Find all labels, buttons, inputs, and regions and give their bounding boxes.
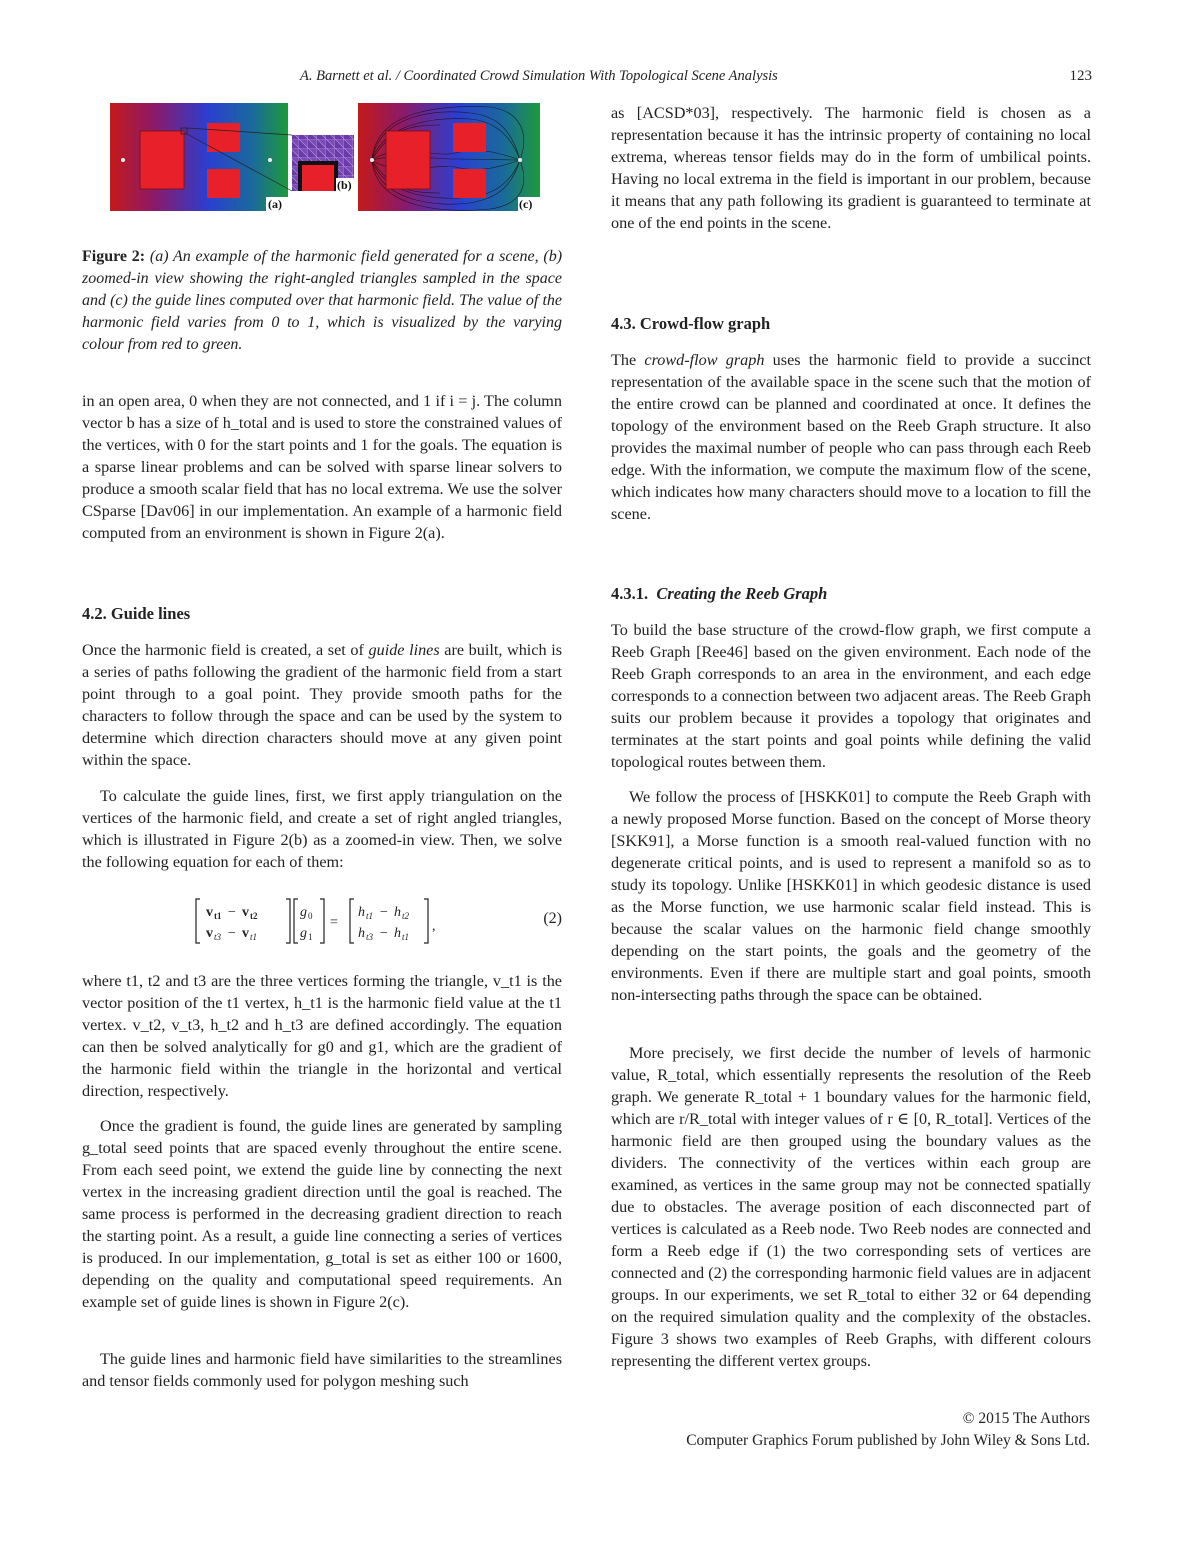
paragraph: The guide lines and harmonic field have similarities to the streamlines and tensor fields commonly used for polygon meshing such [82, 1350, 562, 1390]
svg-text:t1: t1 [250, 932, 258, 942]
paragraph: in an open area, 0 when they are not connected, and 1 if i = j. The column vector b has a size of h_total and is used to store the constrained values of the vertices, with 0 for the start points and 1 for the goals. The equation is a sparse linear problems and can be solved with sparse linear solvers to produce a smooth scalar field that has no local extrema. We use the solver CSparse [Dav06] in our implementation. An example of a harmonic field computed from an environment is shown in Figure 2(a). [82, 392, 562, 542]
right-block-4 [611, 786, 1091, 1006]
label-c: (c) [519, 197, 533, 211]
text-run: uses the harmonic field to provide a succinct representation of the available space in the scene such that the motion of the entire crowd can be planned and coordinated at once. It defines the topology of the environment based on the Reeb Graph structure. It also provides the maximal number of people who can pass through each Reeb edge. With the information, we compute the maximum flow of the scene, which indicates how many characters should move to a location to fill the scene. [611, 351, 1091, 523]
svg-text:v: v [206, 905, 213, 920]
svg-text:v: v [242, 926, 249, 941]
svg-text:t1: t1 [214, 911, 222, 921]
caption-label: Figure 2: [82, 248, 146, 265]
subsection-number: 4.3.1. [611, 584, 649, 603]
svg-text:−: − [380, 905, 388, 920]
paragraph [82, 639, 562, 771]
footer-copyright: © 2015 The Authors [962, 1410, 1090, 1427]
paragraph: where t1, t2 and t3 are the three vertices forming the triangle, v_t1 is the vector position of the t1 vertex, h_t1 is the harmonic field value at the t1 vertex. v_t2, v_t3, h_t2 and h_t3 are defined accordingly. The equation can then be solved analytically for g0 and g1, which are the gradient of the harmonic field within the triangle in the horizontal and vertical direction, respectively. [82, 972, 562, 1100]
label-b: (b) [337, 178, 352, 192]
running-title: A. Barnett et al. / Coordinated Crowd Simulation With Topological Scene Analysis [300, 68, 778, 84]
goal-point [268, 158, 272, 162]
section-heading: 4.3. Crowd-flow graph [611, 314, 771, 333]
svg-text:t3: t3 [366, 932, 374, 942]
svg-text:h: h [394, 905, 401, 920]
left-block-6 [82, 1348, 562, 1392]
right-section-crowd [611, 313, 1091, 335]
svg-text:t2: t2 [402, 911, 410, 921]
svg-text:v: v [242, 905, 249, 920]
figure-2-graphic [110, 103, 540, 215]
paragraph [611, 349, 1091, 525]
start-point [121, 158, 125, 162]
panel-a [110, 103, 288, 211]
paragraph: as [ACSD*03], respectively. The harmonic field is chosen as a representation because it has the intrinsic property of containing no local extrema, whereas tensor fields may do in the form of umbilical points. Having no local extrema in the field is important in our problem, because it means that any path following its gradient is guaranteed to terminate at one of the end points in the scene. [611, 104, 1091, 232]
right-subsection-reeb [611, 583, 1091, 605]
svg-text:1: 1 [308, 932, 313, 942]
figure-caption [82, 246, 562, 356]
subsection-title: Creating the Reeb Graph [656, 584, 828, 603]
label-a: (a) [268, 197, 282, 211]
panel-c [358, 103, 540, 211]
footer-publisher: Computer Graphics Forum published by John Wiley & Sons Ltd. [686, 1432, 1090, 1449]
text-run: are built, which is a series of paths following the gradient of the harmonic field from a start point through to a goal point. They provide smooth paths for the characters to follow through the space and can be used by the system to determine which direction characters should move at any given point within the space. [82, 641, 562, 769]
svg-text:t2: t2 [250, 911, 258, 921]
svg-text:t1: t1 [402, 932, 410, 942]
panel-b [292, 135, 358, 192]
svg-text:0: 0 [308, 911, 313, 921]
right-block-1 [611, 102, 1091, 234]
paragraph: Once the gradient is found, the guide lines are generated by sampling g_total seed points that are spaced evenly throughout the entire scene. From each seed point, we extend the guide line by connecting the next vertex in the increasing gradient direction until the goal is reached. The same process is performed in the decreasing gradient direction to reach the starting point. As a result, a guide line connecting a series of vertices is produced. In our implementation, g_total is set as either 100 or 1600, depending on the quality and computational speed requirements. An example set of guide lines is shown in Figure 2(c). [82, 1117, 562, 1311]
caption-text: (a) An example of the harmonic field generated for a scene, (b) zoomed-in view showing the right-angled triangles sampled in the space and (c) the guide lines computed over that harmonic field. The value of the harmonic field varies from 0 to 1, which is visualized by the varying colour from red to green. [82, 248, 563, 353]
right-block-3 [611, 619, 1091, 773]
left-section-guide [82, 603, 562, 625]
right-block-2 [611, 349, 1091, 525]
equation-graphic [192, 896, 592, 946]
subsection-heading [611, 583, 1091, 605]
left-block-3 [82, 785, 562, 873]
svg-text:h: h [394, 926, 401, 941]
svg-text:−: − [228, 926, 236, 941]
svg-text:t1: t1 [366, 911, 374, 921]
svg-text:−: − [380, 926, 388, 941]
text-run: The [611, 351, 645, 369]
svg-text:h: h [358, 926, 365, 941]
left-block-2 [82, 639, 562, 771]
svg-text:=: = [330, 915, 338, 930]
equation-number: (2) [543, 910, 562, 927]
svg-text:,: , [432, 919, 436, 934]
left-block-5 [82, 1115, 562, 1313]
svg-text:v: v [206, 926, 213, 941]
text-run: Once the harmonic field is created, a set of [82, 641, 369, 659]
right-block-5 [611, 1042, 1091, 1372]
obstacle-large [140, 131, 184, 189]
paragraph: We follow the process of [HSKK01] to compute the Reeb Graph with a newly proposed Morse function. Based on the concept of Morse theory [SKK91], a Morse function is a smooth real-valued function with no degenerate critical points, and is used to represent a manifold so as to study its topology. Unlike [HSKK01] in which geodesic distance is used as the Morse function, we use harmonic scalar field instead. This is because the scalar values on the harmonic field change smoothly depending on the start points, the goals and the geometry of the environments. Even if there are multiple start and goal points, smooth non-intersecting paths through the space can be obtained. [611, 788, 1091, 1004]
svg-text:t3: t3 [214, 932, 222, 942]
svg-text:−: − [228, 905, 236, 920]
paragraph: More precisely, we first decide the number of levels of harmonic value, R_total, which essentially represents the resolution of the Reeb graph. We generate R_total + 1 boundary values for the harmonic field, which are r/R_total with integer values of r ∈ [0, R_total]. Vertices of the harmonic field are then grouped using the boundary values as the dividers. The connectivity of the vertices within each group are examined, as vertices in the same group may not be connected spatially due to obstacles. The average position of each disconnected part of vertices is calculated as a Reeb node. Two Reeb nodes are connected and form a Reeb edge if (1) the two corresponding sets of vertices are connected and (2) the corresponding harmonic field values are in adjacent groups. In our experiments, we set R_total to either 32 or 64 depending on the required simulation quality and the complexity of the obstacles. Figure 3 shows two examples of Reeb Graphs, with different colours representing the different vertex groups. [611, 1044, 1091, 1370]
left-block-4 [82, 970, 562, 1102]
section-heading: 4.2. Guide lines [82, 604, 191, 623]
svg-text:g: g [300, 905, 307, 920]
emphasis: guide lines [368, 641, 440, 659]
left-column [82, 390, 562, 544]
equation-2 [82, 896, 562, 946]
paragraph: To build the base structure of the crowd-flow graph, we first compute a Reeb Graph [Ree46] based on the given environment. Each node of the Reeb Graph corresponds to an area in the environment, and each edge corresponds to a connection between two adjacent areas. The Reeb Graph suits our problem because it provides a topology that originates and terminates at the start points and goal points while defining the valid topological routes between them. [611, 621, 1091, 771]
paragraph: To calculate the guide lines, first, we first apply triangulation on the vertices of the harmonic field, and create a set of right angled triangles, which is illustrated in Figure 2(b) as a zoomed-in view. Then, we solve the following equation for each of them: [82, 787, 562, 871]
figure-2 [110, 103, 540, 220]
svg-text:g: g [300, 926, 307, 941]
emphasis: crowd-flow graph [644, 351, 765, 369]
page-number: 123 [1069, 68, 1092, 84]
svg-text:h: h [358, 905, 365, 920]
obstacle-bottom [207, 169, 240, 198]
